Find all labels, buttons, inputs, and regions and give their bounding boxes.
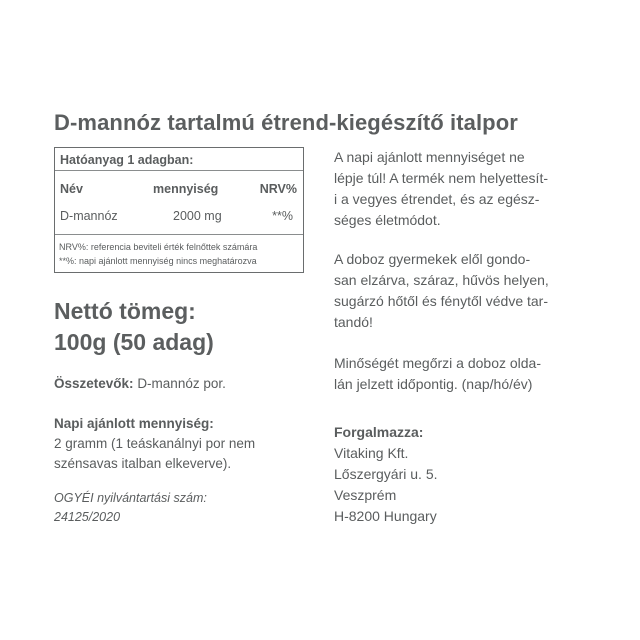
text-line: Minőségét megőrzi a doboz olda- [334,355,542,371]
table-divider [55,170,303,171]
table-divider [55,234,303,235]
distributor-label: Forgalmazza: [334,424,424,440]
net-weight-value: 100g (50 adag) [54,329,214,355]
column-nrv: NRV% [259,182,297,196]
ogyei-value: 24125/2020 [54,510,121,524]
distributor-line: Vitaking Kft. [334,445,409,461]
text-line: lán jelzett időpontig. (nap/hó/év) [334,376,533,392]
net-weight-label: Nettó tömeg: [54,298,196,324]
table-header: Hatóanyag 1 adagban: [60,153,194,167]
cell-name: D-mannóz [60,209,118,223]
expiry-text [334,353,590,395]
distributor [334,422,590,527]
distributor-line: H-8200 Hungary [334,508,437,524]
text-line: san elzárva, száraz, hűvös helyen, [334,272,549,288]
product-title: D-mannóz tartalmú étrend-kiegészítő italpor [54,110,518,135]
text-line: séges életmódot. [334,212,441,228]
ingredients [54,374,226,394]
ogyei-label: OGYÉI nyilvántartási szám: [54,491,207,505]
storage-text [334,249,590,333]
text-line: tandó! [334,314,373,330]
cell-amount: 2000 mg [173,209,222,223]
warning-text [334,147,590,231]
ingredients-label: Összetevők: [54,376,134,391]
text-line: lépje túl! A termék nem helyettesít- [334,170,548,186]
dosage-line: szénsavas italban elkeverve). [54,456,232,471]
table-note: **%: napi ajánlott mennyiség nincs meghatározva [59,256,257,266]
text-line: i a vegyes étrendet, és az egész- [334,191,540,207]
text-line: sugárzó hőtől és fénytől védve tar- [334,293,549,309]
net-weight [54,296,214,358]
ogyei-number [54,489,207,527]
dosage [54,414,255,474]
text-line: A napi ajánlott mennyiséget ne [334,149,525,165]
dosage-line: 2 gramm (1 teáskanálnyi por nem [54,436,256,451]
cell-nrv: **% [272,209,293,223]
dosage-label: Napi ajánlott mennyiség: [54,416,214,431]
distributor-line: Veszprém [334,487,397,503]
ingredients-value: D-mannóz por. [137,376,226,391]
nutrition-table [54,147,304,273]
column-name: Név [60,182,83,196]
text-line: A doboz gyermekek elől gondo- [334,251,531,267]
column-amount: mennyiség [153,182,219,196]
table-note: NRV%: referencia beviteli érték felnőttek számára [59,242,258,252]
distributor-line: Lőszergyári u. 5. [334,466,438,482]
